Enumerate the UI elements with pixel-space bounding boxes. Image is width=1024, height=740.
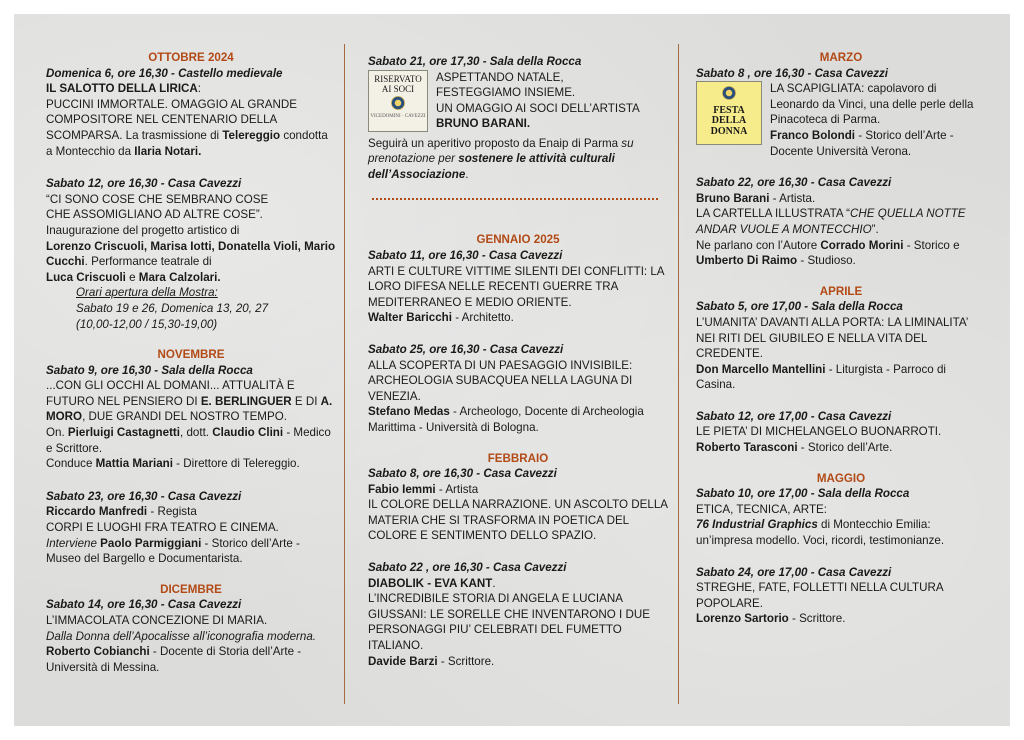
event-jan-25 [368, 342, 668, 436]
month-heading-october: OTTOBRE 2024 [148, 51, 234, 64]
event-may-24 [696, 565, 986, 627]
event-title: L’UMANITA’ DAVANTI ALLA PORTA: LA LIMINALITA’ NEI RITI DEL GIUBILEO E NELLA VITA DEL CREDENTE. [696, 315, 968, 361]
text: - Architetto. [451, 311, 514, 325]
bold-name: Walter Baricchi [368, 311, 452, 325]
event-title: ARTI E CULTURE VITTIME SILENTI DEI CONFLITTI: LA LORO DIFESA NELLE RECENTI GUERRE TRA MEDITERRANEO E MEDIO ORIENTE. [368, 264, 664, 309]
event-speaker [696, 362, 986, 393]
event-title: LA SCAPIGLIATA: capolavoro di Leonardo da Vinci, una delle perle della Pinacoteca di Parma. [770, 82, 974, 127]
event-speaker [696, 440, 986, 456]
text: - Storico dell’Arte - Museo del Bargello e Documentarista. [46, 536, 300, 566]
bold-name: Bruno Barani [696, 191, 770, 205]
month-heading-november: NOVEMBRE [157, 348, 225, 362]
dotted-separator [372, 198, 658, 200]
exhibit-times: (10,00-12,00 / 15,30-19,00) [76, 317, 218, 331]
event-title: ETICA, TECNICA, ARTE: [696, 502, 827, 516]
italic-text: su prenotazione per [368, 136, 634, 166]
text: PUCCINI IMMORTALE. OMAGGIO AL GRANDE COMPOSITORE NEL CENTENARIO DELLA SCOMPARSA. La trasmissione di [46, 97, 298, 142]
badge-line: FESTA [713, 104, 745, 116]
event-title: IL SALOTTO DELLA LIRICA: [46, 82, 202, 96]
event-date: Sabato 8, ore 16,30 - Casa Cavezzi [368, 467, 557, 481]
event-title-text: IL SALOTTO DELLA LIRICA [46, 82, 198, 96]
text: di Montecchio Emilia: un’impresa modello. Voci, ricordi, testimonianze. [696, 518, 945, 548]
text: - Studioso. [797, 254, 856, 268]
event-date: Sabato 24, ore 17,00 - Casa Cavezzi [696, 565, 892, 579]
event-date: Sabato 22, ore 16,30 - Casa Cavezzi [696, 176, 892, 190]
event-title: CORPI E LUOGHI FRA TEATRO E CINEMA. [46, 521, 279, 535]
event-line: CHE ASSOMIGLIANO AD ALTRE COSE”. [46, 208, 263, 222]
event-line [46, 239, 336, 270]
month-heading-january: GENNAIO 2025 [476, 233, 560, 247]
event-speaker [368, 404, 668, 435]
event-line: FESTEGGIAMO INSIEME. [436, 86, 576, 100]
text: - Artista [435, 482, 479, 496]
text: Seguirà un aperitivo proposto da Enaip di Parma [368, 136, 622, 150]
brochure-sheet [14, 14, 1010, 726]
bold-name: Stefano Medas [368, 405, 450, 419]
text: - Regista [147, 505, 197, 519]
event-speakers [46, 425, 336, 456]
text: On. [46, 426, 68, 440]
text: - Storico e [903, 238, 960, 252]
event-mar-8 [696, 66, 986, 160]
column-december-february [368, 54, 668, 684]
event-dec-14 [46, 597, 336, 675]
month-heading-march: MARZO [819, 51, 863, 64]
event-title: STREGHE, FATE, FOLLETTI NELLA CULTURA POPOLARE. [696, 581, 943, 610]
bold-name: E. BERLINGUER [200, 394, 292, 408]
bold-name: Mattia Mariani [95, 457, 173, 471]
text: - Medico e Scrittore. [46, 426, 331, 455]
event-host [46, 456, 336, 472]
event-speakers [696, 238, 986, 269]
bold-name: Fabio Iemmi [368, 482, 436, 496]
month-heading-december: DICEMBRE [160, 582, 222, 596]
bold-name: BRUNO BARANI. [436, 117, 531, 131]
event-description [696, 517, 986, 548]
column-october-december [46, 50, 336, 690]
event-apr-5 [696, 299, 986, 393]
event-feb-8 [368, 466, 668, 544]
event-date: Sabato 21, ore 17,30 - Sala della Rocca [368, 55, 582, 68]
bold-name: Franco Bolondi [770, 128, 856, 142]
womens-day-badge [696, 81, 762, 145]
bold-name: Riccardo Manfredi [46, 505, 148, 519]
text: . [492, 576, 496, 590]
event-nov-9 [46, 363, 336, 472]
text: - Scrittore. [437, 654, 495, 668]
text: - Storico dell’Arte - Docente Università Verona. [770, 128, 954, 158]
event-jan-11 [368, 248, 668, 326]
event-date: Sabato 12, ore 17,00 - Casa Cavezzi [696, 409, 892, 423]
bold-name: Don Marcello Mantellini [696, 362, 826, 376]
bold-name: Roberto Cobianchi [46, 645, 150, 659]
month-heading-may: MAGGIO [816, 471, 866, 485]
bold-name: Roberto Tarasconi [696, 441, 798, 455]
event-may-10 [696, 486, 986, 548]
bold-name: DIABOLIK - EVA KANT [368, 576, 493, 590]
event-description [46, 378, 336, 425]
bold-name: Lorenzo Criscuoli, Marisa Iotti, Donatella Violi, Mario Cucchi [46, 239, 336, 269]
bold-name: Davide Barzi [368, 654, 438, 668]
exhibit-days: Sabato 19 e 26, Domenica 13, 20, 27 [76, 301, 269, 315]
event-dec-21 [368, 54, 668, 182]
event-feb-22 [368, 560, 668, 669]
month-heading-february: FEBBRAIO [487, 451, 549, 465]
text: . Performance teatrale di [84, 255, 212, 269]
text: - Storico dell’Arte. [797, 441, 893, 455]
text: condotta a Montecchio da [46, 128, 328, 158]
event-description [46, 97, 336, 159]
text: - Docente di Storia dell’Arte - Università di Messina. [46, 645, 302, 674]
text: , dott. [180, 426, 213, 440]
bold-name: Luca Criscuoli [46, 270, 126, 284]
event-note [368, 136, 668, 183]
bold-name: Paolo Parmiggiani [96, 536, 202, 550]
text: ...CON GLI OCCHI AL DOMANI... ATTUALITÀ E FUTURO NEL PENSIERO DI [46, 379, 295, 408]
event-date: Sabato 25, ore 16,30 - Casa Cavezzi [368, 342, 564, 356]
reserved-members-badge [368, 70, 428, 132]
event-line: Inaugurazione del progetto artistico di [46, 223, 240, 237]
event-date: Sabato 8 , ore 16,30 - Casa Cavezzi [696, 66, 889, 80]
bold-name: Lorenzo Sartorio [696, 612, 789, 626]
event-subtitle [46, 629, 336, 645]
text: Conduce [46, 457, 96, 471]
bold-name: A. MORO [46, 394, 333, 424]
bold-name: Pierluigi Castagnetti [67, 426, 181, 440]
event-title [696, 206, 986, 237]
bold-name: Corrado Morini [820, 238, 904, 252]
bold-italic-text: 76 Industrial Graphics [696, 518, 818, 532]
event-speaker [368, 310, 668, 326]
event-line: “CI SONO COSE CHE SEMBRANO COSE [46, 192, 269, 206]
text: , DUE GRANDI DEL NOSTRO TEMPO. [82, 410, 287, 424]
exhibit-hours-label [46, 285, 336, 301]
event-oct-12 [46, 176, 336, 332]
badge-small-text: VICEDOMINI · CAVEZZI [370, 113, 426, 119]
italic-text: Interviene [46, 536, 97, 550]
bold-name: Ilaria Notari. [134, 144, 202, 158]
event-date: Domenica 6, ore 16,30 - Castello medievale [46, 66, 283, 80]
badge-line: AI SOCI [381, 83, 415, 94]
column-march-may [696, 50, 986, 642]
event-date: Sabato 14, ore 16,30 - Casa Cavezzi [46, 598, 242, 612]
column-divider-right [678, 44, 679, 704]
text: . [465, 167, 469, 181]
event-date: Sabato 12, ore 16,30 - Casa Cavezzi [46, 177, 242, 191]
crest-icon [722, 86, 736, 100]
event-description: L’INCREDIBILE STORIA DI ANGELA E LUCIANA GIUSSANI: LE SORELLE CHE INVENTARONO I DUE PERSONAGGI PIU’ CELEBRATI DEL FUMETTO ITALIANO. [368, 592, 650, 653]
event-date: Sabato 23, ore 16,30 - Casa Cavezzi [46, 489, 242, 503]
event-date: Sabato 5, ore 17,00 - Sala della Rocca [696, 300, 903, 314]
event-title: ALLA SCOPERTA DI UN PAESAGGIO INVISIBILE: ARCHEOLOGIA SUBACQUEA NELLA LAGUNA DI VENEZIA. [368, 358, 633, 403]
text: e [125, 270, 139, 284]
text: E DI [291, 394, 321, 408]
badge-line: RISERVATO [374, 73, 422, 84]
text: ”. [871, 222, 879, 236]
underlined-text: Orari apertura della Mostra: [76, 286, 218, 300]
text: - Scrittore. [788, 612, 846, 626]
text: Ne parlano con l’Autore [696, 238, 821, 252]
crest-icon [391, 96, 405, 110]
event-apr-12 [696, 409, 986, 456]
event-mar-22 [696, 175, 986, 269]
event-date: Sabato 22 , ore 16,30 - Casa Cavezzi [368, 561, 567, 575]
event-speaker [368, 654, 668, 670]
event-oct-6 [46, 66, 336, 160]
event-speaker [696, 611, 986, 627]
text: - Liturgista - Parroco di Casina. [696, 362, 946, 392]
month-heading-april: APRILE [819, 284, 863, 298]
text: - Direttore di Telereggio. [172, 457, 300, 471]
event-speaker [696, 191, 986, 207]
event-title: LE PIETA’ DI MICHELANGELO BUONARROTI. [696, 425, 942, 439]
event-speaker [368, 482, 668, 498]
bold-name: Umberto Di Raimo [696, 254, 798, 268]
event-line [46, 270, 336, 286]
event-speaker [46, 504, 336, 520]
text: LA CARTELLA ILLUSTRATA “ [696, 207, 851, 221]
event-title: L’IMMACOLATA CONCEZIONE DI MARIA. [46, 614, 268, 627]
bold-italic-text: sostenere le attività culturali dell’Associazione [368, 152, 615, 181]
text: - Artista. [769, 191, 816, 205]
event-date: Sabato 9, ore 16,30 - Sala della Rocca [46, 363, 253, 377]
bold-name: Mara Calzolari. [138, 270, 221, 284]
text: - Archeologo, Docente di Archeologia Marittima - Università di Bologna. [368, 405, 644, 434]
event-speaker [46, 644, 336, 675]
badge-line: DELLA [711, 115, 747, 127]
event-line: ASPETTANDO NATALE, [436, 70, 564, 84]
event-title [368, 576, 668, 592]
event-line: UN OMAGGIO AI SOCI DELL’ARTISTA [436, 101, 640, 115]
bold-name: Claudio Clini [212, 426, 284, 440]
badge-line: DONNA [710, 125, 748, 137]
event-date: Sabato 11, ore 16,30 - Casa Cavezzi [368, 248, 563, 262]
event-nov-23 [46, 489, 336, 567]
event-title: IL COLORE DELLA NARRAZIONE. UN ASCOLTO DELLA MATERIA CHE SI TRASFORMA IN POETICA DEL COLORE E SENTIMENTO DELLO SPAZIO. [368, 498, 668, 543]
event-guest [46, 536, 336, 567]
column-divider-left [344, 44, 345, 704]
event-date: Sabato 10, ore 17,00 - Sala della Rocca [696, 487, 910, 501]
italic-text: CHE QUELLA NOTTE ANDAR VUOLE A MONTECCHIO [696, 207, 966, 236]
italic-text: Dalla Donna dell’Apocalisse all’iconografia moderna. [46, 629, 317, 643]
bold-name: Telereggio [222, 128, 281, 142]
